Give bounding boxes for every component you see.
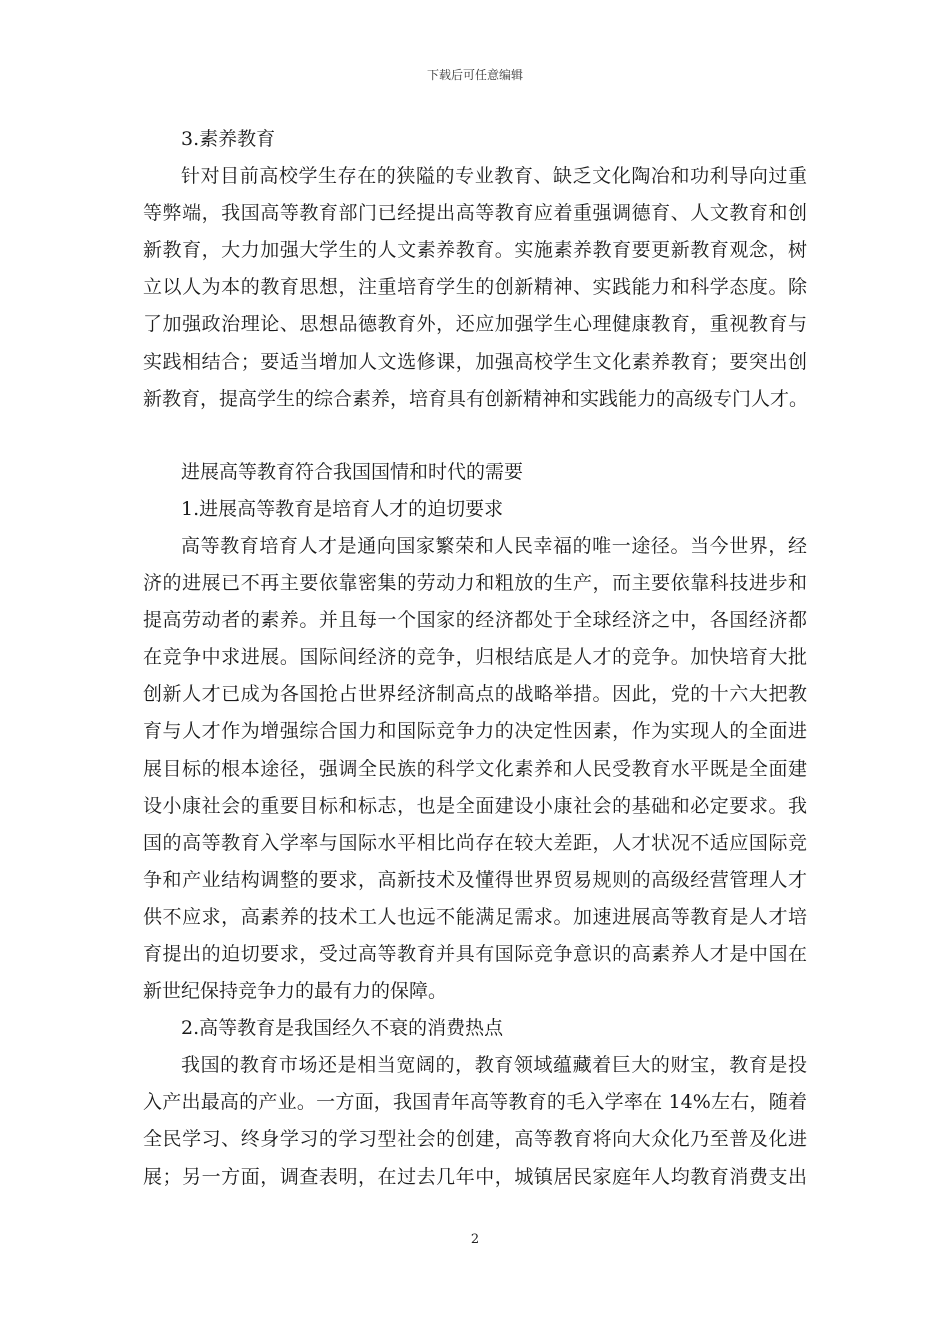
paragraph-line: 了加强政治理论、思想品德教育外，还应加强学生心理健康教育，重视教育与 — [143, 313, 807, 336]
paragraph-line: 针对目前高校学生存在的狭隘的专业教育、缺乏文化陶冶和功利导向过重 — [181, 165, 807, 188]
paragraph-line: 争和产业结构调整的要求，高新技术及懂得世界贸易规则的高级经营管理人才 — [143, 868, 807, 891]
section-heading: 进展高等教育符合我国国情和时代的需要 — [181, 460, 524, 483]
paragraph-line: 国的高等教育入学率与国际水平相比尚存在较大差距，人才状况不适应国际竞 — [143, 831, 807, 854]
paragraph-line: 创新人才已成为各国抢占世界经济制高点的战略举措。因此，党的十六大把教 — [143, 683, 807, 706]
paragraph-line: 济的进展已不再主要依靠密集的劳动力和粗放的生产，而主要依靠科技进步和 — [143, 572, 807, 595]
section-heading: 3.素养教育 — [181, 128, 276, 150]
paragraph-line: 新教育，大力加强大学生的人文素养教育。实施素养教育要更新教育观念，树 — [143, 239, 807, 262]
paragraph-line: 等弊端，我国高等教育部门已经提出高等教育应着重强调德育、人文教育和创 — [143, 202, 807, 225]
paragraph-line: 供不应求，高素养的技术工人也远不能满足需求。加速进展高等教育是人才培 — [143, 905, 807, 928]
paragraph-line: 提高劳动者的素养。并且每一个国家的经济都处于全球经济之中，各国经济都 — [143, 609, 807, 632]
paragraph-line: 立以人为本的教育思想，注重培育学生的创新精神、实践能力和科学态度。除 — [143, 276, 807, 299]
paragraph-line: 在竞争中求进展。国际间经济的竞争，归根结底是人才的竞争。加快培育大批 — [143, 646, 807, 669]
paragraph-line: 展；另一方面，调查表明，在过去几年中，城镇居民家庭年人均教育消费支出 — [143, 1165, 807, 1188]
page-number: 2 — [470, 1232, 480, 1247]
paragraph-line: 我国的教育市场还是相当宽阔的，教育领域蕴藏着巨大的财宝，教育是投 — [181, 1054, 807, 1077]
paragraph-line: 高等教育培育人才是通向国家繁荣和人民幸福的唯一途径。当今世界，经 — [181, 534, 807, 557]
paragraph-line: 设小康社会的重要目标和标志，也是全面建设小康社会的基础和必定要求。我 — [143, 794, 807, 817]
paragraph-line: 展目标的根本途径，强调全民族的科学文化素养和人民受教育水平既是全面建 — [143, 757, 807, 780]
paragraph-line: 全民学习、终身学习的学习型社会的创建，高等教育将向大众化乃至普及化进 — [143, 1128, 807, 1151]
subsection-heading: 2.高等教育是我国经久不衰的消费热点 — [181, 1017, 504, 1040]
page-header: 下载后可任意编辑 — [426, 68, 523, 82]
paragraph-line: 新教育，提高学生的综合素养，培育具有创新精神和实践能力的高级专门人才。 — [143, 387, 809, 410]
paragraph-spacer — [143, 418, 807, 454]
paragraph-line: 入产出最高的产业。一方面，我国青年高等教育的毛入学率在 14%左右，随着 — [143, 1091, 807, 1114]
paragraph-line: 新世纪保持竞争力的最有力的保障。 — [143, 980, 448, 1003]
paragraph-line: 实践相结合；要适当增加人文选修课，加强高校学生文化素养教育；要突出创 — [143, 350, 807, 373]
document-body — [143, 121, 807, 1196]
paragraph-line: 育提出的迫切要求，受过高等教育并具有国际竞争意识的高素养人才是中国在 — [143, 942, 807, 965]
paragraph-line: 育与人才作为增强综合国力和国际竞争力的决定性因素，作为实现人的全面进 — [143, 720, 807, 743]
subsection-heading: 1.进展高等教育是培育人才的迫切要求 — [181, 497, 504, 520]
